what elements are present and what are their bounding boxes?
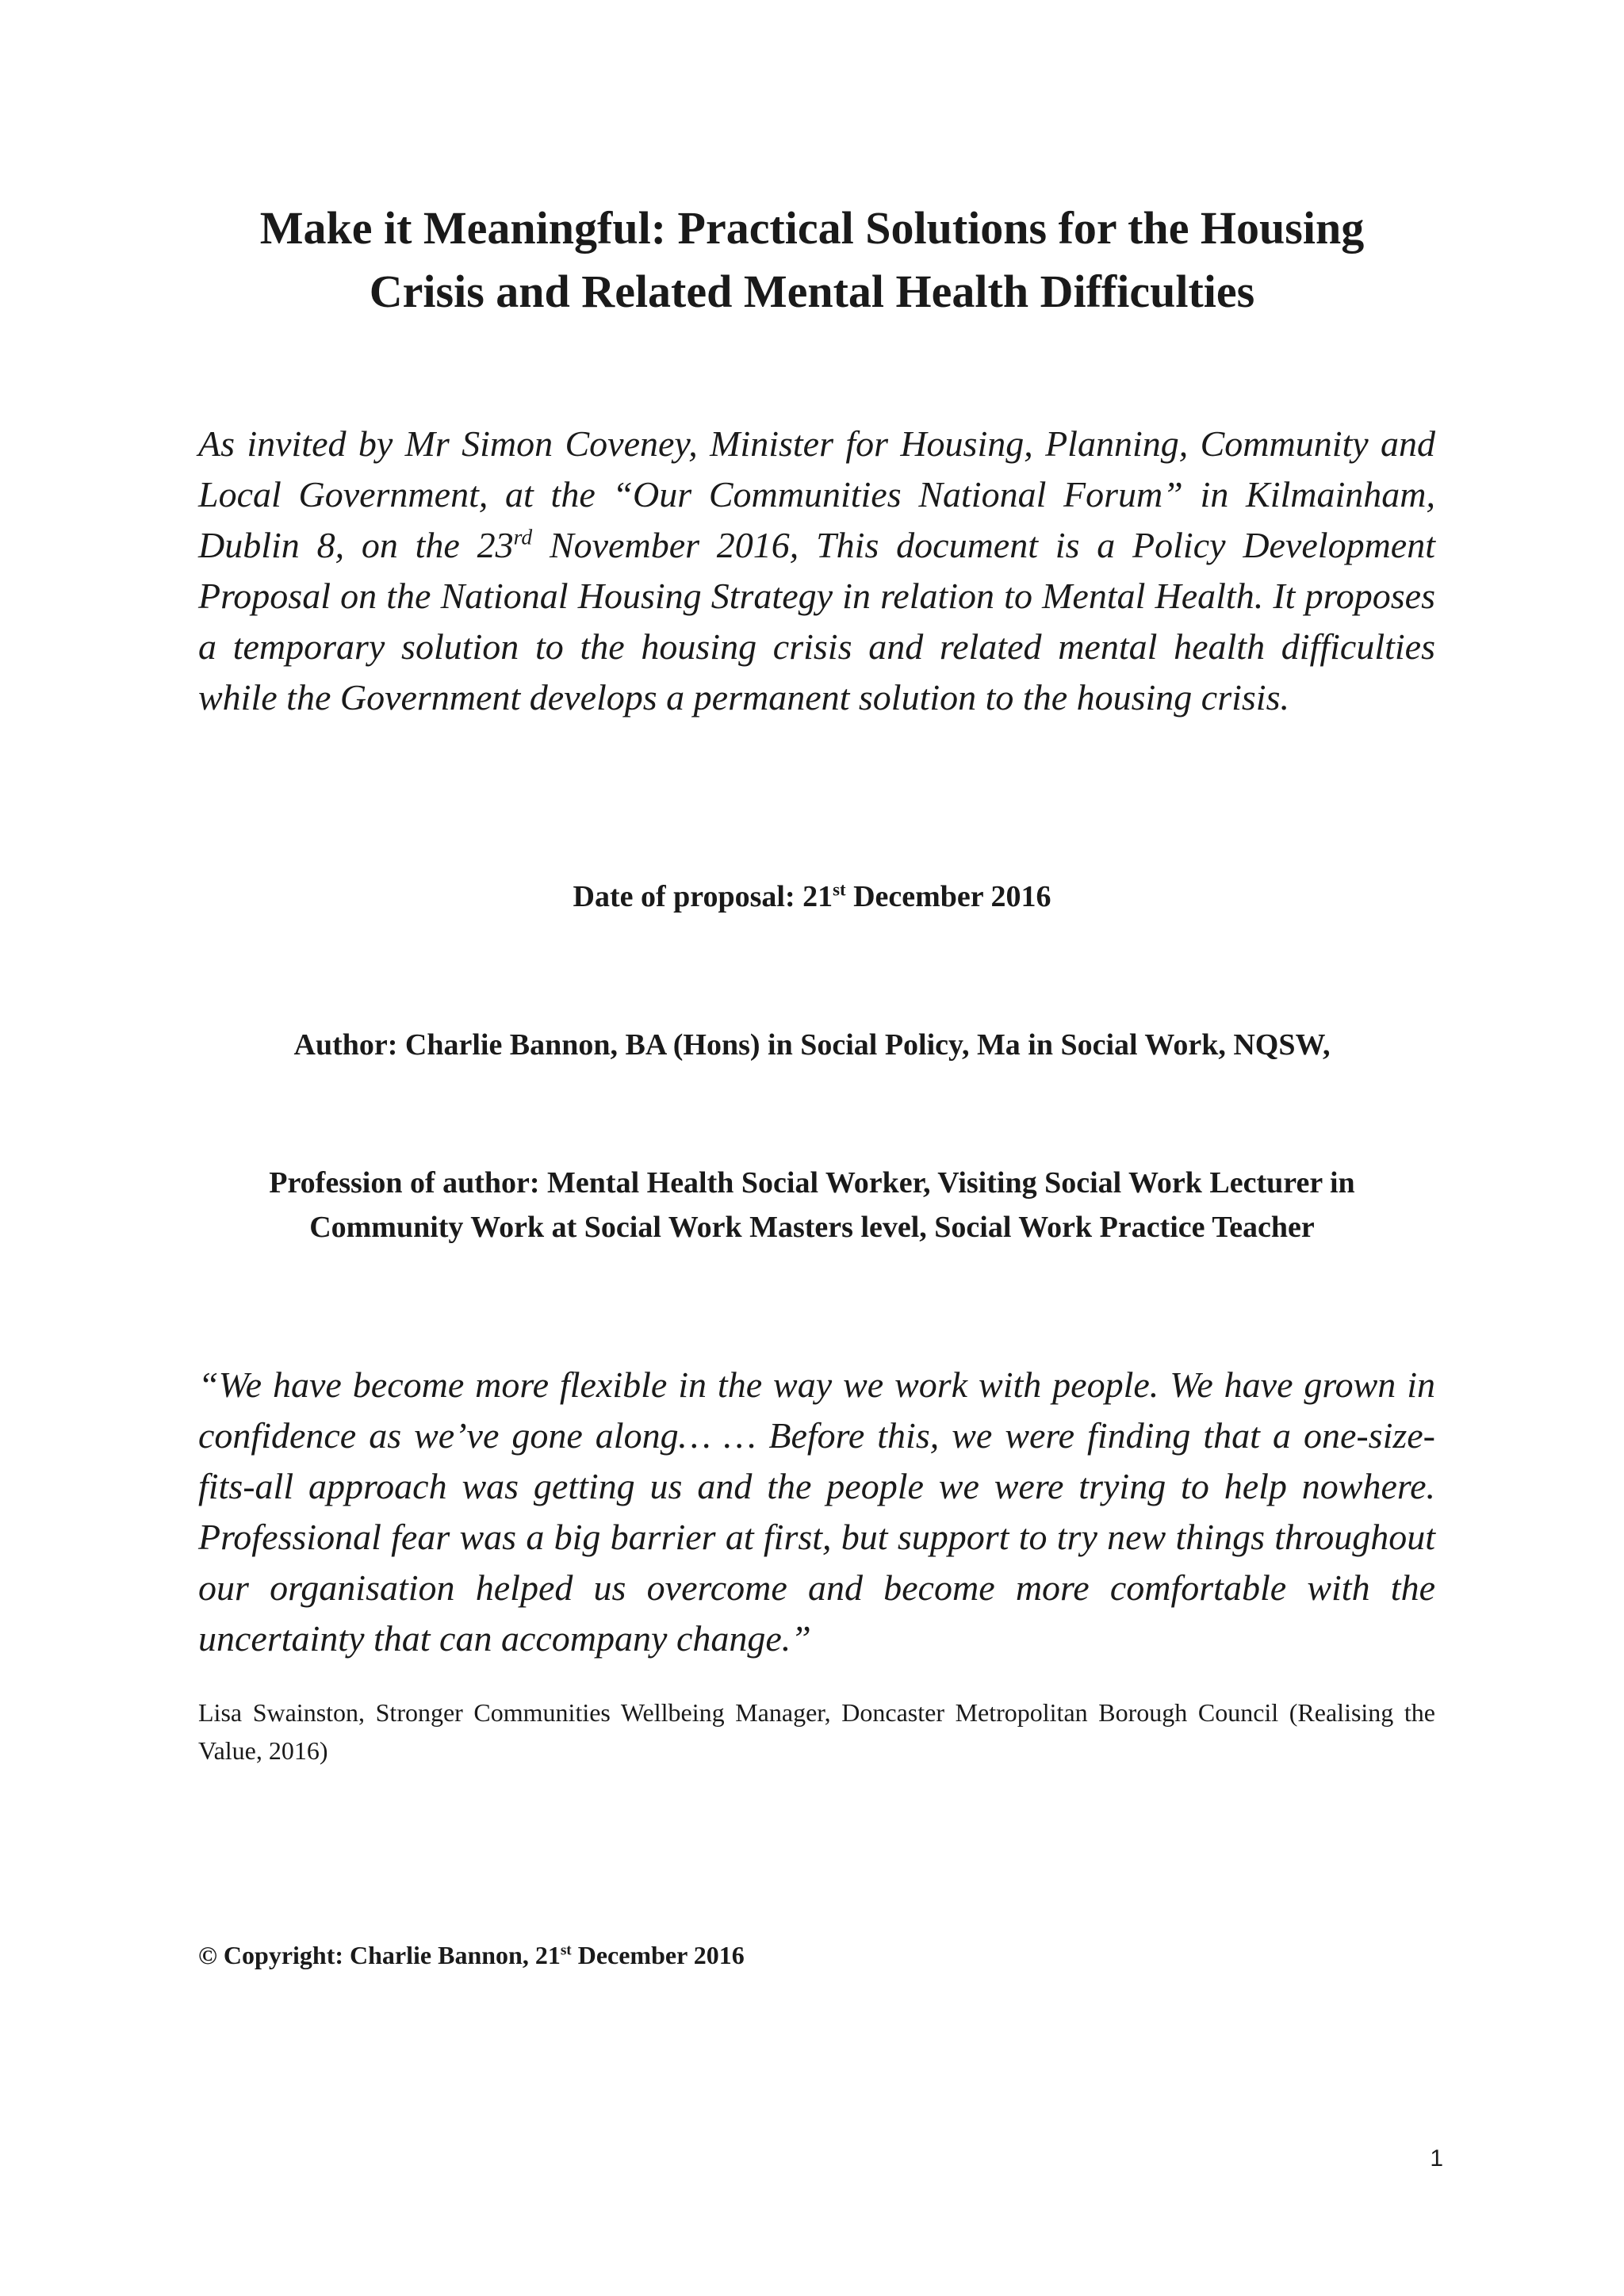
profession-of-author xyxy=(159,1161,1465,1249)
author-line: Author: Charlie Bannon, BA (Hons) in Social Policy, Ma in Social Work, NQSW, xyxy=(293,1028,1331,1062)
intro-paragraph xyxy=(198,419,1435,723)
date-rest: December 2016 xyxy=(845,880,1051,913)
profession-line-1: Profession of author: Mental Health Social Worker, Visiting Social Work Lecturer in xyxy=(269,1166,1355,1200)
copyright-ordinal-suffix: st xyxy=(560,1942,572,1959)
page-number: 1 xyxy=(1430,2145,1443,2172)
intro-text-end: November 2016, This document is a Policy Development Proposal on the National Housing Strategy in relation to Mental Health. It proposes a temporary solution to the housing crisis and related mental health difficulties while the Government develops a permanent solution to the housing crisis. xyxy=(198,525,1436,718)
date-label: Date of proposal: 21 xyxy=(573,880,833,913)
profession-line-2: Community Work at Social Work Masters level, Social Work Practice Teacher xyxy=(309,1211,1315,1244)
quote-block: “We have become more flexible in the way we work with people. We have grown in confidence as we’ve gone along… … Before this, we were finding that a one-size-fits-all approach was getting us and the people we were trying to help nowhere. Professional fear was a big barrier at first, but support to try new things throughout our organisation helped us overcome and become more comfortable with the uncertainty that can accompany change.” xyxy=(198,1364,1435,1659)
date-ordinal-suffix: st xyxy=(833,879,846,900)
document-title xyxy=(159,197,1465,323)
intro-text-start: As invited by Mr Simon Coveney, Minister for Housing, Planning, Community and Local Government, at the “Our Communities National Forum” in Kilmainham, Dublin 8, on the 23 xyxy=(198,423,1435,565)
copyright-label: © Copyright: Charlie Bannon, 21 xyxy=(198,1941,561,1969)
title-line-2: Crisis and Related Mental Health Difficulties xyxy=(369,266,1255,317)
date-of-proposal xyxy=(159,874,1465,919)
copyright-rest: December 2016 xyxy=(571,1941,745,1969)
quote-attribution: Lisa Swainston, Stronger Communities Wellbeing Manager, Doncaster Metropolitan Borough Council (Realising the Value, 2016) xyxy=(198,1698,1435,1765)
copyright-notice xyxy=(198,1936,745,1974)
intro-ordinal-suffix: rd xyxy=(513,524,533,549)
title-line-1: Make it Meaningful: Practical Solutions for the Housing xyxy=(259,202,1365,254)
